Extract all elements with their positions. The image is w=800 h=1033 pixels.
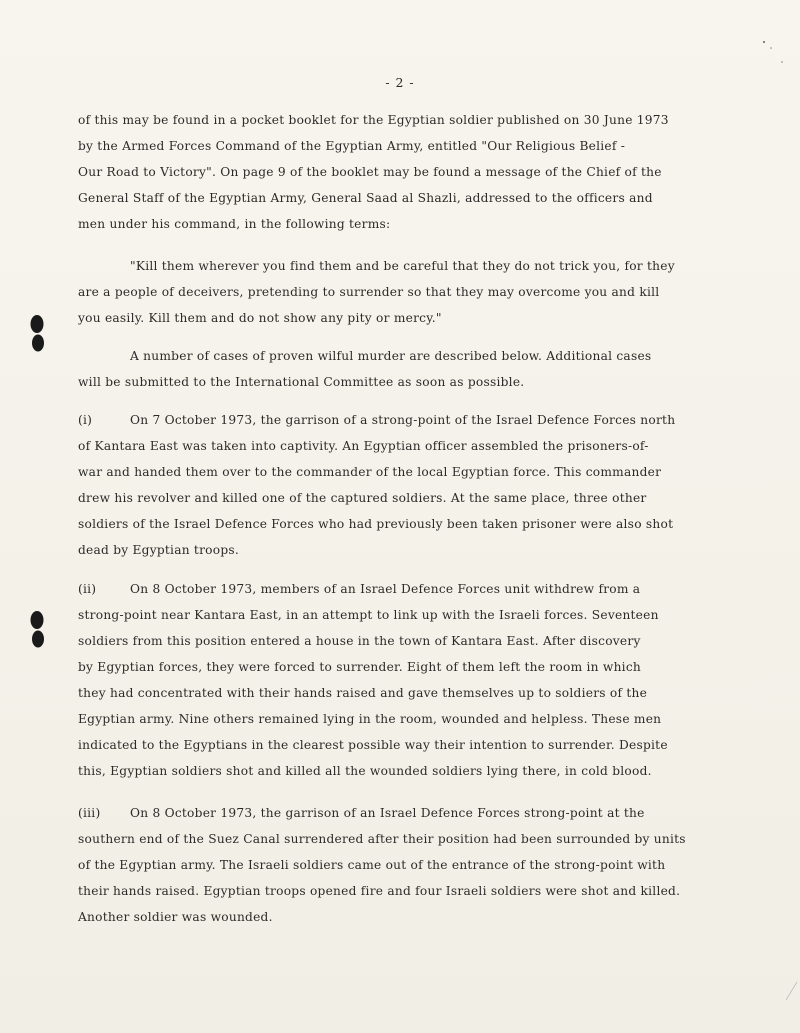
case-label: (ii) <box>78 582 97 596</box>
case-label: (i) <box>78 413 93 427</box>
cases-intro-paragraph <box>78 343 750 395</box>
text-line: Egyptian army. Nine others remained lying in the room, wounded and helpless. These men <box>78 712 662 726</box>
text-line: drew his revolver and killed one of the captured soldiers. At the same place, three other <box>78 491 647 505</box>
text-line: Our Road to Victory". On page 9 of the booklet may be found a message of the Chief of the <box>78 165 662 179</box>
case-paragraph-ii <box>78 576 750 784</box>
intro-paragraph <box>78 107 750 237</box>
text-line: strong-point near Kantara East, in an attempt to link up with the Israeli forces. Seventeen <box>78 608 659 622</box>
text-line: soldiers from this position entered a house in the town of Kantara East. After discovery <box>78 634 641 648</box>
text-line: by Egyptian forces, they were forced to surrender. Eight of them left the room in which <box>78 660 641 674</box>
text-line: On 8 October 1973, the garrison of an Israel Defence Forces strong-point at the <box>130 806 645 820</box>
text-line: this, Egyptian soldiers shot and killed all the wounded soldiers lying there, in cold blood. <box>78 764 652 778</box>
text-line: will be submitted to the International Committee as soon as possible. <box>78 375 525 389</box>
text-line: On 7 October 1973, the garrison of a strong-point of the Israel Defence Forces north <box>130 413 676 427</box>
text-line: soldiers of the Israel Defence Forces who had previously been taken prisoner were also shot <box>78 517 674 531</box>
text-line: On 8 October 1973, members of an Israel Defence Forces unit withdrew from a <box>130 582 641 596</box>
text-line: "Kill them wherever you find them and be careful that they do not trick you, for they <box>130 259 675 273</box>
text-line: General Staff of the Egyptian Army, General Saad al Shazli, addressed to the officers and <box>78 191 653 205</box>
text-line: war and handed them over to the commander of the local Egyptian force. This commander <box>78 465 662 479</box>
text-line: of this may be found in a pocket booklet for the Egyptian soldier published on 30 June 1973 <box>78 113 669 127</box>
text-line: dead by Egyptian troops. <box>78 543 240 557</box>
case-label: (iii) <box>78 806 101 820</box>
case-paragraph-iii <box>78 800 750 930</box>
page-number: - 2 - <box>385 75 415 90</box>
text-line: are a people of deceivers, pretending to surrender so that they may overcome you and kill <box>78 285 660 299</box>
text-line: southern end of the Suez Canal surrendered after their position had been surrounded by units <box>78 832 686 846</box>
text-line: Another soldier was wounded. <box>78 910 273 924</box>
text-line: they had concentrated with their hands raised and gave themselves up to soldiers of the <box>78 686 648 700</box>
text-line: by the Armed Forces Command of the Egyptian Army, entitled "Our Religious Belief - <box>78 139 626 153</box>
text-line: you easily. Kill them and do not show any pity or mercy." <box>78 311 442 325</box>
text-line: of Kantara East was taken into captivity. An Egyptian officer assembled the prisoners-of- <box>78 439 649 453</box>
quote-paragraph <box>78 253 750 331</box>
text-line: their hands raised. Egyptian troops opened fire and four Israeli soldiers were shot and killed. <box>78 884 681 898</box>
text-line: of the Egyptian army. The Israeli soldiers came out of the entrance of the strong-point with <box>78 858 666 872</box>
text-line: men under his command, in the following terms: <box>78 217 391 231</box>
text-line: indicated to the Egyptians in the clearest possible way their intention to surrender. Despite <box>78 738 668 752</box>
case-paragraph-i <box>78 407 750 563</box>
text-line: A number of cases of proven wilful murder are described below. Additional cases <box>130 349 652 363</box>
